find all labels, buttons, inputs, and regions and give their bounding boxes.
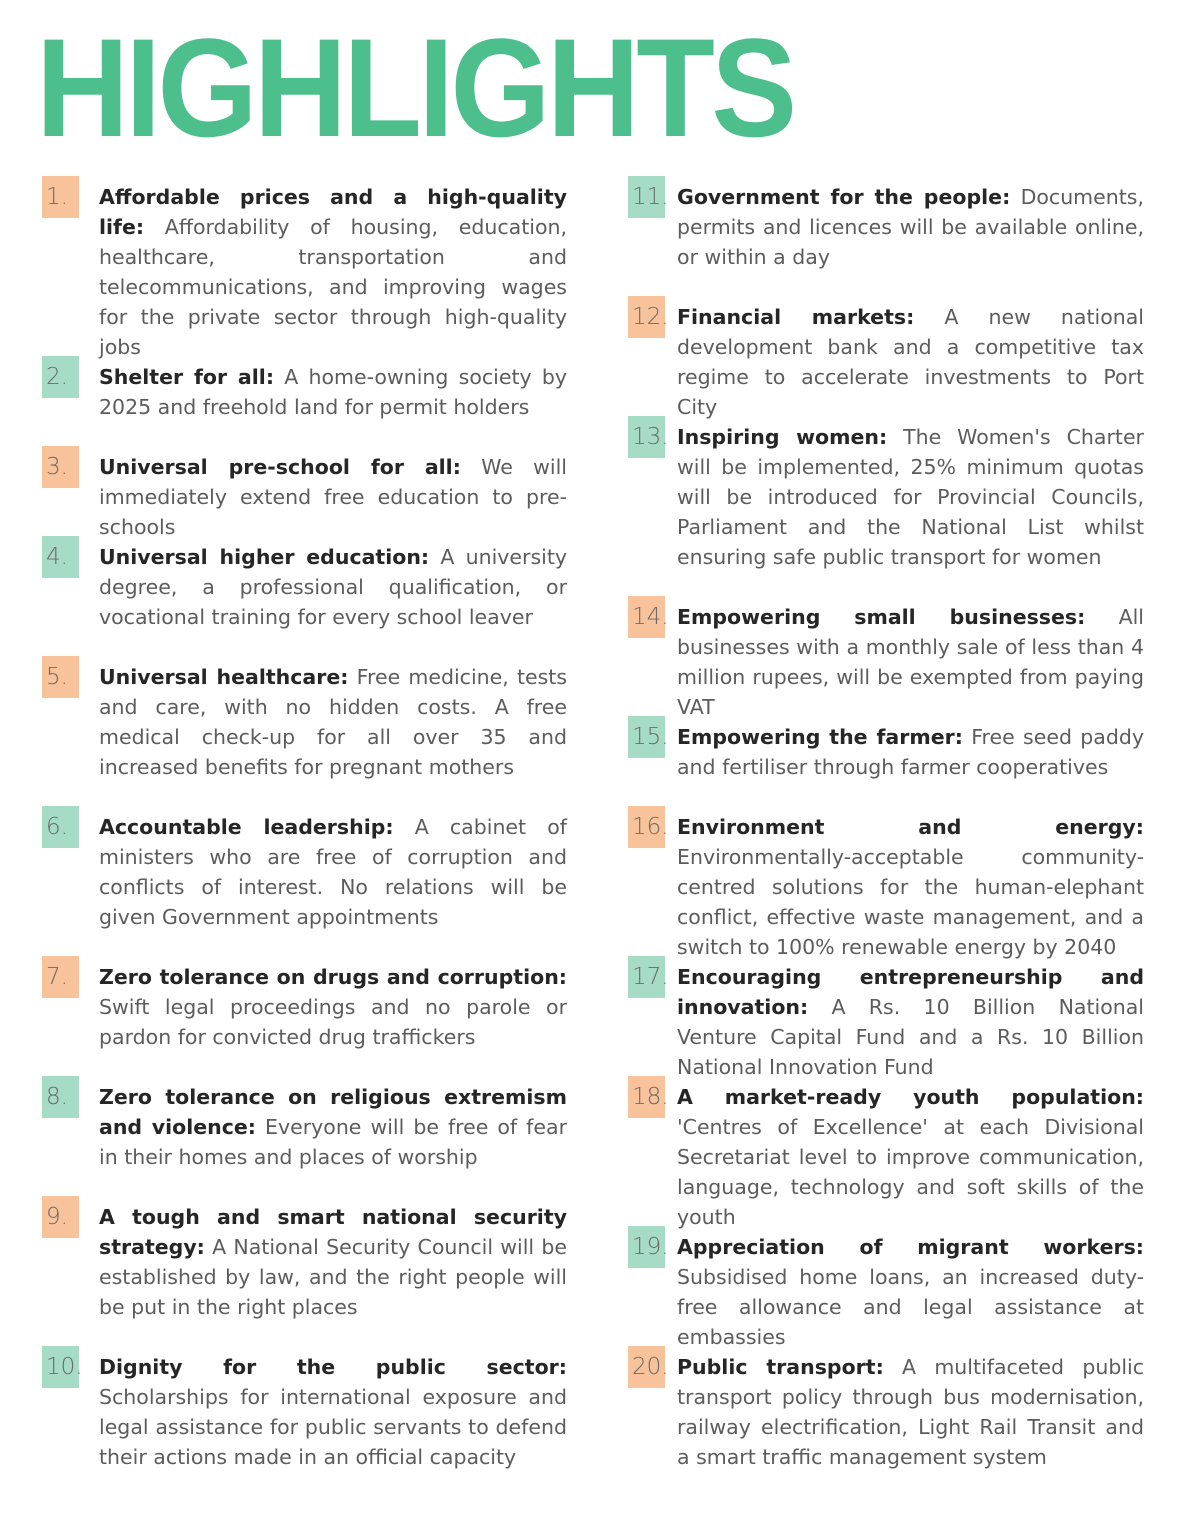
item-number-badge: 14.: [628, 596, 665, 638]
item-body: Subsidised home loans, an increased duty-free allowance and legal assistance at embassies: [677, 1265, 1144, 1349]
item-heading: Empowering the farmer:: [677, 725, 963, 749]
item-heading: Public transport:: [677, 1355, 884, 1379]
item-text: [677, 602, 1144, 722]
item-heading: A market-ready youth population:: [677, 1085, 1144, 1109]
list-item: [628, 416, 1144, 596]
item-body: A Rs. 10 Billion National Venture Capital Fund and a Rs. 10 Billion National Innovation Fund: [677, 995, 1144, 1079]
item-text: [99, 1202, 567, 1322]
item-body: Environmentally-acceptable community-centred solutions for the human-elephant conflict, effective waste management, and a switch to 100% renewable energy by 2040: [677, 845, 1144, 959]
list-item: [42, 1346, 567, 1526]
item-text: [677, 182, 1144, 272]
item-text: [677, 1082, 1144, 1232]
item-text: [99, 452, 567, 542]
item-number-badge: 6.: [42, 806, 79, 848]
item-text: [677, 422, 1144, 572]
item-body: Free medicine, tests and care, with no hidden costs. A free medical check-up for all over 35 and increased benefits for pregnant mothers: [99, 665, 568, 779]
item-number-badge: 7.: [42, 956, 79, 998]
item-heading: Universal higher education:: [99, 545, 430, 569]
item-number-badge: 9.: [42, 1196, 79, 1238]
item-body: The Women's Charter will be implemented, 25% minimum quotas will be introduced for Provincial Councils, Parliament and the National List whilst ensuring safe public transport for women: [677, 425, 1144, 569]
item-heading: Universal pre-school for all:: [99, 455, 461, 479]
item-text: [99, 1082, 567, 1172]
item-heading: Accountable leadership:: [99, 815, 394, 839]
item-heading: Financial markets:: [677, 305, 915, 329]
item-heading: Appreciation of migrant workers:: [677, 1235, 1144, 1259]
item-heading: Zero tolerance on religious extremism and violence:: [99, 1085, 567, 1139]
item-text: [99, 662, 567, 782]
item-heading: Affordable prices and a high-quality life:: [99, 185, 567, 239]
item-body: Scholarships for international exposure and legal assistance for public servants to defend their actions made in an official capacity: [99, 1385, 567, 1469]
item-body: We will immediately extend free education to pre-schools: [99, 455, 567, 539]
item-number-badge: 4.: [42, 536, 79, 578]
item-number-badge: 1.: [42, 176, 79, 218]
item-body: A home-owning society by 2025 and freehold land for permit holders: [99, 365, 567, 419]
item-text: [99, 362, 567, 422]
item-body: Swift legal proceedings and no parole or pardon for convicted drug traffickers: [99, 995, 567, 1049]
item-text: [677, 812, 1144, 962]
item-heading: Shelter for all:: [99, 365, 275, 389]
item-number-badge: 11.: [628, 176, 665, 218]
list-item: [42, 176, 567, 359]
item-text: [677, 722, 1144, 782]
item-body: A National Security Council will be established by law, and the right people will be put in the right places: [99, 1235, 567, 1319]
item-heading: Encouraging entrepreneurship and innovation:: [677, 965, 1144, 1019]
item-text: [677, 1352, 1144, 1472]
item-body: All businesses with a monthly sale of less than 4 million rupees, will be exempted from paying VAT: [677, 605, 1144, 719]
item-number-badge: 17.: [628, 956, 665, 998]
item-number-badge: 8.: [42, 1076, 79, 1118]
item-text: [99, 1352, 567, 1472]
item-text: [677, 962, 1144, 1082]
item-heading: Dignity for the public sector:: [99, 1355, 567, 1379]
item-number-badge: 12.: [628, 296, 665, 338]
item-body: A new national development bank and a competitive tax regime to accelerate investments to Port City: [677, 305, 1144, 419]
item-number-badge: 19.: [628, 1226, 665, 1268]
item-heading: Empowering small businesses:: [677, 605, 1086, 629]
item-body: 'Centres of Excellence' at each Divisional Secretariat level to improve communication, language, technology and soft skills of the youth: [677, 1115, 1144, 1229]
item-body: Free seed paddy and fertiliser through farmer cooperatives: [677, 725, 1144, 779]
page-title: HIGHLIGHTS: [36, 9, 794, 166]
item-text: [99, 182, 567, 362]
item-number-badge: 20.: [628, 1346, 665, 1388]
item-text: [99, 962, 567, 1052]
item-text: [99, 542, 567, 632]
item-body: Documents, permits and licences will be available online, or within a day: [677, 185, 1144, 269]
item-heading: Government for the people:: [677, 185, 1011, 209]
item-body: Affordability of housing, education, healthcare, transportation and telecommunications, and improving wages for the private sector through high-quality jobs: [99, 215, 567, 359]
item-text: [677, 302, 1144, 422]
item-heading: Universal healthcare:: [99, 665, 349, 689]
item-number-badge: 13.: [628, 416, 665, 458]
item-text: [99, 812, 567, 932]
item-number-badge: 16.: [628, 806, 665, 848]
item-body: Everyone will be free of fear in their homes and places of worship: [99, 1115, 567, 1169]
item-body: A multifaceted public transport policy through bus modernisation, railway electrification, Light Rail Transit and a smart traffic management system: [677, 1355, 1144, 1469]
item-number-badge: 3.: [42, 446, 79, 488]
item-number-badge: 10.: [42, 1346, 79, 1388]
item-text: [677, 1232, 1144, 1352]
item-heading: Inspiring women:: [677, 425, 888, 449]
item-number-badge: 5.: [42, 656, 79, 698]
item-number-badge: 15.: [628, 716, 665, 758]
item-body: A university degree, a professional qualification, or vocational training for every school leaver: [99, 545, 567, 629]
item-heading: Zero tolerance on drugs and corruption:: [99, 965, 567, 989]
list-item: [628, 1346, 1144, 1526]
item-heading: Environment and energy:: [677, 815, 1144, 839]
item-heading: A tough and smart national security strategy:: [99, 1205, 567, 1259]
item-body: A cabinet of ministers who are free of corruption and conflicts of interest. No relations will be given Government appointments: [99, 815, 567, 929]
item-number-badge: 18.: [628, 1076, 665, 1118]
item-number-badge: 2.: [42, 356, 79, 398]
